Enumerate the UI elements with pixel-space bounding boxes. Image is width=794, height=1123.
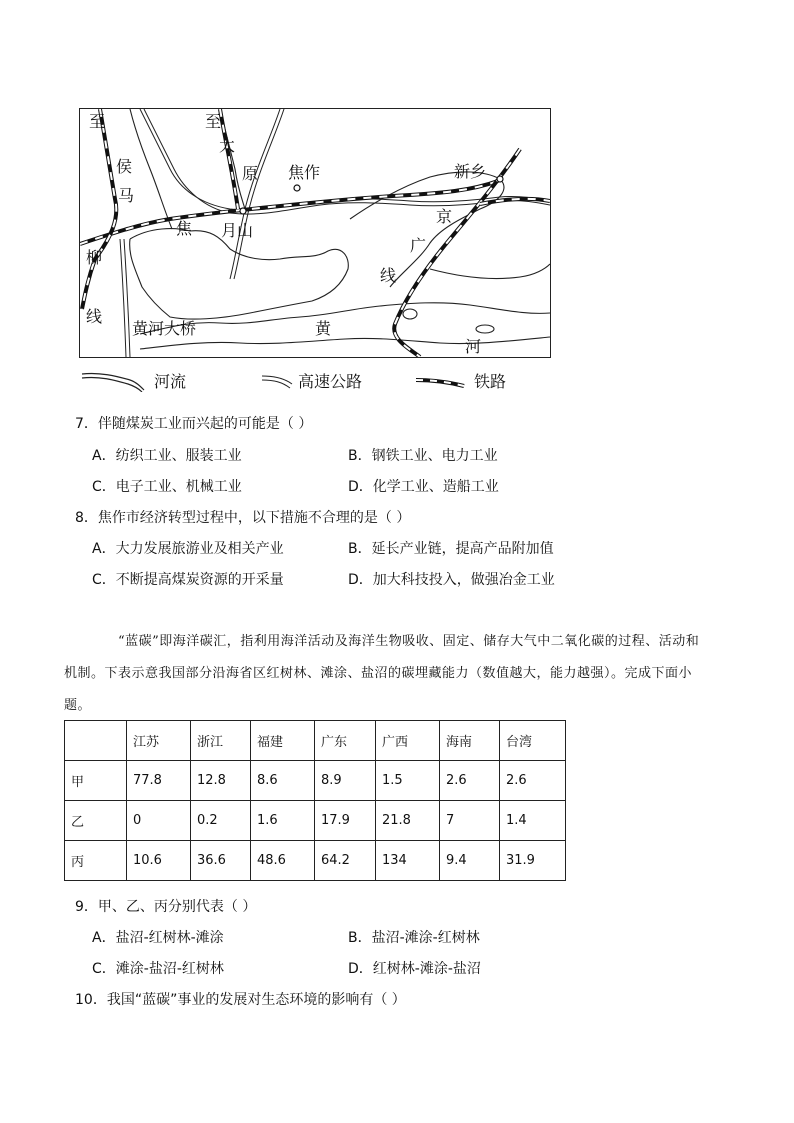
highway-legend-icon	[260, 372, 296, 392]
question-9-option-c: C．滩涂-盐沼-红树林	[92, 961, 224, 977]
map-label-tai: 太	[219, 136, 236, 155]
table-row	[65, 841, 566, 881]
question-10-stem: 10．我国“蓝碳”事业的发展对生态环境的影响有（ ）	[75, 992, 406, 1008]
passage-line-2: 机制。下表示意我国部分沿海省区红树林、滩涂、盐沼的碳埋藏能力（数值越大，能力越强）。完成下面小	[64, 666, 693, 681]
map-label-xinxiang: 新乡	[454, 162, 487, 181]
question-7-option-b: B．钢铁工业、电力工业	[348, 448, 498, 464]
question-8-stem: 8．焦作市经济转型过程中，以下措施不合理的是（ ）	[75, 510, 411, 526]
question-8-option-d: D．加大科技投入，做强冶金工业	[348, 572, 555, 588]
question-9-option-b: B．盐沼-滩涂-红树林	[348, 930, 480, 946]
map-label-jiaozuo: 焦作	[288, 163, 321, 182]
map-label-huanghe-bridge: 黄河大桥	[132, 319, 197, 338]
table-header-cell: 广西	[376, 721, 440, 761]
table-cell: 134	[376, 841, 440, 881]
table-cell: 1.6	[251, 801, 315, 841]
table-header-cell	[65, 721, 127, 761]
table-cell: 0.2	[191, 801, 251, 841]
railway-legend-icon	[414, 372, 468, 392]
question-9-option-a: A．盐沼-红树林-滩涂	[92, 930, 224, 946]
table-cell: 2.6	[440, 761, 500, 801]
table-header-cell: 台湾	[500, 721, 566, 761]
map-label-liu: 柳	[86, 248, 103, 267]
table-header-cell: 浙江	[191, 721, 251, 761]
carbon-burial-table	[64, 720, 566, 881]
table-header-row	[65, 721, 566, 761]
table-header-cell: 广东	[315, 721, 376, 761]
table-cell: 36.6	[191, 841, 251, 881]
river-legend-icon	[80, 368, 146, 392]
table-cell: 丙	[65, 841, 127, 881]
table-cell: 1.5	[376, 761, 440, 801]
passage-line-3: 题。	[64, 698, 92, 713]
map-label-ma: 马	[118, 186, 135, 205]
table-cell: 8.9	[315, 761, 376, 801]
region-boundary	[130, 229, 349, 319]
table-cell: 9.4	[440, 841, 500, 881]
question-8-option-c: C．不断提高煤炭资源的开采量	[92, 572, 284, 588]
map-label-hou: 侯	[116, 157, 133, 176]
question-9-option-d: D．红树林-滩涂-盐沼	[348, 961, 481, 977]
passage-line-1: “蓝碳”即海洋碳汇，指利用海洋活动及海洋生物吸收、固定、储存大气中二氧化碳的过程、活动和	[118, 634, 700, 649]
legend-railway-label: 铁路	[474, 372, 507, 391]
yellow-river-south-bank	[140, 337, 550, 349]
table-row	[65, 801, 566, 841]
map-legend	[80, 368, 560, 398]
map-label-jing: 京	[436, 207, 453, 226]
map-label-xian: 线	[380, 266, 397, 285]
table-cell: 21.8	[376, 801, 440, 841]
table-cell: 10.6	[127, 841, 191, 881]
map-label-zhi-2: 至	[205, 112, 222, 131]
map-label-yuan: 原	[242, 164, 259, 183]
regional-map	[79, 108, 551, 358]
table-cell: 17.9	[315, 801, 376, 841]
table-cell: 8.6	[251, 761, 315, 801]
map-label-zhi: 至	[89, 112, 106, 131]
table-cell: 77.8	[127, 761, 191, 801]
table-cell: 48.6	[251, 841, 315, 881]
yellow-river-north-bank	[140, 303, 550, 334]
table-header-cell: 江苏	[127, 721, 191, 761]
table-cell: 12.8	[191, 761, 251, 801]
table-cell: 7	[440, 801, 500, 841]
table-cell: 0	[127, 801, 191, 841]
question-7-stem: 7．伴随煤炭工业而兴起的可能是（ ）	[75, 416, 313, 432]
map-label-xian-2: 线	[86, 307, 103, 326]
table-cell: 31.9	[500, 841, 566, 881]
question-7-option-c: C．电子工业、机械工业	[92, 479, 242, 495]
table-cell: 甲	[65, 761, 127, 801]
table-cell: 2.6	[500, 761, 566, 801]
map-label-huang: 黄	[315, 319, 332, 338]
question-8-option-a: A．大力发展旅游业及相关产业	[92, 541, 284, 557]
map-label-yueshan: 月山	[221, 221, 254, 240]
legend-highway-label: 高速公路	[298, 372, 363, 391]
table-row	[65, 761, 566, 801]
table-cell: 64.2	[315, 841, 376, 881]
xinxiang-marker	[497, 176, 503, 182]
table-header-cell: 福建	[251, 721, 315, 761]
map-label-jiao: 焦	[176, 219, 193, 238]
yueshan-marker	[240, 208, 246, 214]
question-9-stem: 9．甲、乙、丙分别代表（ ）	[75, 899, 257, 915]
legend-river-label: 河流	[154, 372, 187, 391]
table-cell: 乙	[65, 801, 127, 841]
question-7-option-a: A．纺织工业、服装工业	[92, 448, 242, 464]
table-header-cell: 海南	[440, 721, 500, 761]
table-cell: 1.4	[500, 801, 566, 841]
map-label-guang: 广	[410, 236, 427, 255]
question-8-option-b: B．延长产业链，提高产品附加值	[348, 541, 554, 557]
question-7-option-d: D．化学工业、造船工业	[348, 479, 499, 495]
map-label-he: 河	[465, 337, 482, 356]
jiaozuo-marker	[294, 185, 300, 191]
